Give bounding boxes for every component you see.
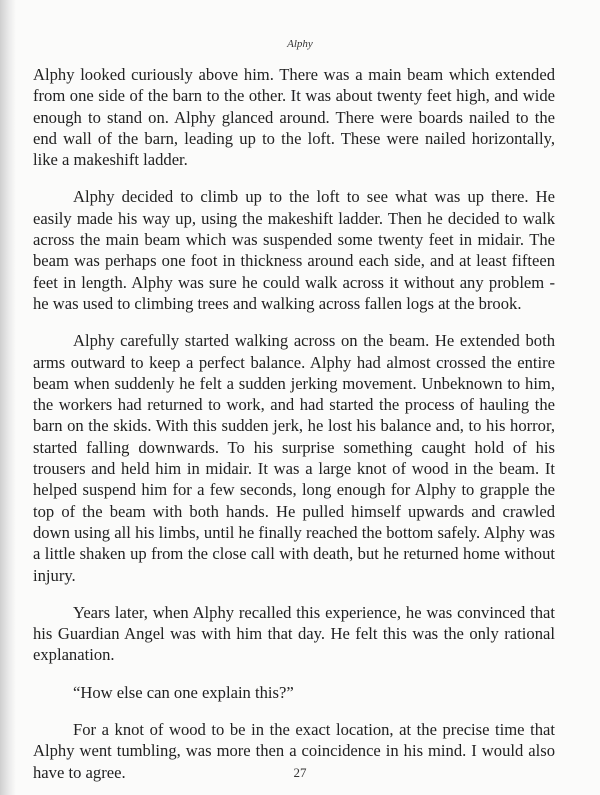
running-head: Alphy [287, 38, 313, 50]
body-text [33, 64, 555, 795]
paragraph: For a knot of wood to be in the exact location, at the precise time that Alphy went tumbling, was more then a coincidence in his mind. I would also have to agree. [33, 720, 555, 782]
paragraph: Years later, when Alphy recalled this experience, he was convinced that his Guardian Angel was with him that day. He felt this was the only rational explanation. [33, 602, 555, 665]
paragraph: Alphy decided to climb up to the loft to see what was up there. He easily made his way up, using the makeshift ladder. Then he decided to walk across the main beam which was suspended some twenty feet in midair. The beam was perhaps one foot in thickness around each side, and at least fifteen feet in length. Alphy was sure he could walk across it without any problem - he was used to climbing trees and walking across fallen logs at the brook. [33, 187, 555, 313]
paragraph: “How else can one explain this?” [73, 682, 294, 702]
binding-shadow [0, 0, 16, 795]
page-number: 27 [293, 765, 307, 780]
paragraph: Alphy looked curiously above him. There was a main beam which extended from one side of the barn to the other. It was about twenty feet high, and wide enough to stand on. Alphy glanced around. There were boards nailed to the end wall of the barn, leading up to the loft. These were nailed horizontally, like a makeshift ladder. [33, 65, 555, 170]
paragraph: Alphy carefully started walking across on the beam. He extended both arms outward to keep a perfect balance. Alphy had almost crossed the entire beam when suddenly he felt a sudden jerking movement. Unbeknown to him, the workers had returned to work, and had started the process of hauling the barn on the skids. With this sudden jerk, he lost his balance and, to his horror, started falling downwards. To his surprise something caught hold of his trousers and held him in midair. It was a large knot of wood in the beam. It helped suspend him for a few seconds, long enough for Alphy to grapple the top of the beam with both hands. He pulled himself upwards and crawled down using all his limbs, until he finally reached the bottom safely. Alphy was a little shaken up from the close call with death, but he returned home without injury. [33, 331, 555, 585]
